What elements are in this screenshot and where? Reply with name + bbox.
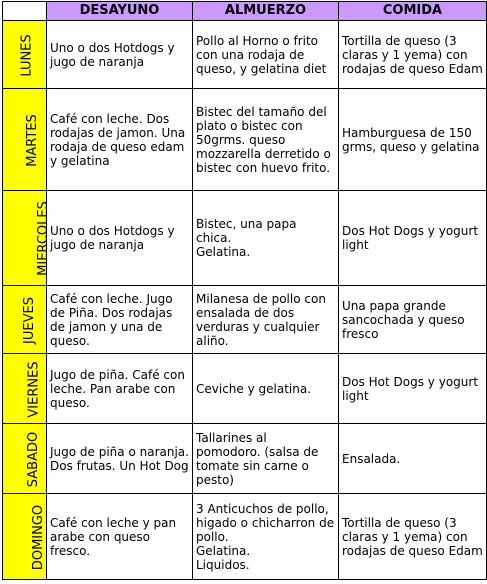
almuerzo-text: 3 Anticuchos de pollo, higado o chicharron de pollo. Gelatina. Liquidos. bbox=[196, 501, 335, 572]
comida-text: Tortilla de queso (3 claras y 1 yema) con rodajas de queso Edam bbox=[342, 515, 483, 558]
desayuno-text: Café con leche. Jugo de Piña. Dos rodajas de jamon y una de queso. bbox=[50, 291, 173, 348]
almuerzo-text: Bistec del tamaño del plato o bistec con 50grms. queso mozzarella derretido o bistec con huevo frito. bbox=[196, 104, 331, 175]
table-row bbox=[3, 424, 487, 494]
almuerzo-cell bbox=[193, 424, 339, 494]
comida-cell bbox=[339, 21, 487, 89]
desayuno-cell bbox=[47, 424, 193, 494]
desayuno-text: Uno o dos Hotdogs y jugo de naranja bbox=[50, 40, 175, 69]
desayuno-text: Jugo de piña o naranja. Dos frutas. Un Hot Dog bbox=[50, 444, 189, 473]
day-label: MARTES bbox=[24, 113, 40, 167]
desayuno-text: Café con leche y pan arabe con queso fresco. bbox=[50, 515, 177, 558]
meal-rows bbox=[3, 21, 487, 580]
day-cell bbox=[3, 286, 47, 354]
comida-text: Dos Hot Dogs y yogurt light bbox=[342, 224, 479, 252]
header-almuerzo: ALMUERZO bbox=[193, 2, 339, 21]
table-row bbox=[3, 286, 487, 354]
day-cell bbox=[3, 21, 47, 89]
comida-text: Dos Hot Dogs y yogurt light bbox=[342, 374, 479, 403]
desayuno-cell bbox=[47, 494, 193, 580]
day-cell bbox=[3, 191, 51, 286]
day-label: VIERNES bbox=[26, 360, 42, 418]
almuerzo-cell bbox=[193, 494, 339, 580]
day-label: LUNES bbox=[19, 33, 35, 77]
almuerzo-cell bbox=[193, 354, 339, 424]
day-cell bbox=[3, 424, 47, 494]
header-desayuno: DESAYUNO bbox=[47, 2, 193, 21]
desayuno-cell bbox=[47, 354, 193, 424]
almuerzo-text: Tallarines al pomodoro. (salsa de tomate sin carne o pesto) bbox=[196, 430, 319, 487]
desayuno-cell bbox=[47, 89, 193, 191]
comida-cell bbox=[339, 191, 487, 286]
comida-cell bbox=[339, 494, 487, 580]
desayuno-text: Café con leche. Dos rodajas de jamon. Una rodaja de queso edam y gelatina bbox=[50, 111, 186, 168]
weekly-meal-table bbox=[2, 1, 487, 580]
desayuno-text: Jugo de piña. Café con leche. Pan arabe con queso. bbox=[50, 367, 185, 410]
desayuno-text: Uno o dos Hotdogs y jugo de naranja bbox=[50, 224, 175, 252]
table-row bbox=[3, 21, 487, 89]
table-row bbox=[3, 89, 487, 191]
comida-text: Una papa grande sancochada y queso fresco bbox=[342, 298, 465, 341]
header-row bbox=[3, 2, 487, 21]
comida-cell bbox=[339, 89, 487, 191]
almuerzo-text: Pollo al Horno o frito con una rodaja de queso, y gelatina diet bbox=[196, 33, 327, 76]
table-row bbox=[3, 191, 487, 286]
table-row bbox=[3, 494, 487, 580]
comida-cell bbox=[339, 354, 487, 424]
day-cell bbox=[3, 494, 47, 580]
desayuno-cell bbox=[47, 21, 193, 89]
day-cell bbox=[3, 354, 47, 424]
comida-text: Ensalada. bbox=[342, 451, 401, 466]
almuerzo-text: Ceviche y gelatina. bbox=[196, 381, 312, 396]
header-corner bbox=[3, 2, 47, 21]
comida-cell bbox=[339, 424, 487, 494]
comida-cell bbox=[339, 286, 487, 354]
almuerzo-text: Milanesa de pollo con ensalada de dos verduras y cualquier aliño. bbox=[196, 291, 326, 348]
comida-text: Tortilla de queso (3 claras y 1 yema) con rodajas de queso Edam bbox=[342, 33, 483, 76]
almuerzo-text: Bistec, una papa chica. Gelatina. bbox=[196, 217, 297, 259]
day-cell bbox=[3, 89, 47, 191]
header-comida: COMIDA bbox=[339, 2, 487, 21]
day-label: DOMINGO bbox=[31, 504, 47, 570]
table-row bbox=[3, 354, 487, 424]
almuerzo-cell bbox=[193, 21, 339, 89]
almuerzo-cell bbox=[193, 191, 339, 286]
day-label: JUEVES bbox=[21, 296, 37, 344]
almuerzo-cell bbox=[193, 286, 339, 354]
desayuno-cell bbox=[47, 286, 193, 354]
desayuno-cell bbox=[47, 191, 193, 286]
comida-text: Hamburguesa de 150 grms, queso y gelatina bbox=[342, 125, 480, 154]
day-label: SABADO bbox=[26, 431, 42, 487]
day-label: MIERCOLES bbox=[35, 201, 51, 276]
almuerzo-cell bbox=[193, 89, 339, 191]
